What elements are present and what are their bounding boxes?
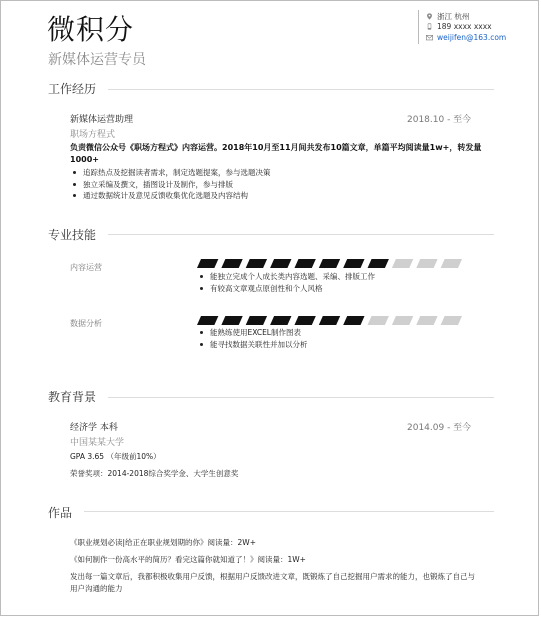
location-icon [426,13,433,20]
section-title-works: 作品 [48,506,73,520]
skill-bullets [197,271,375,294]
skill-segment-filled [319,259,340,268]
skill-segment-filled [343,316,364,325]
education-gpa: GPA 3.65 （年级前10%） [70,452,161,461]
skill-segment-empty [416,259,437,268]
work-sample: 《如何制作一份高水平的简历？看完这篇你就知道了！》阅读量：1W+ [70,555,306,564]
list-item: 能熟练使用EXCEL制作图表 [197,327,308,339]
skill-segment-empty [392,259,413,268]
skill-segment-filled [197,316,218,325]
skill-segment-filled [343,259,364,268]
contact-location [426,11,469,22]
contact-email[interactable] [426,33,506,42]
list-item: 追踪热点及挖掘读者需求，制定选题提案，参与选题决策 [70,167,271,179]
section-title-education: 教育背景 [48,390,97,404]
skill-segment-filled [270,316,291,325]
contact-phone [426,22,492,31]
job-company: 职场方程式 [70,130,116,140]
skill-segment-filled [368,259,389,268]
contact-divider [418,10,419,44]
contact-phone-text: 189 xxxx xxxx [437,22,492,31]
section-title-work: 工作经历 [48,82,97,96]
education-date: 2014.09 - 至今 [407,423,472,433]
job-date: 2018.10 - 至今 [407,115,472,125]
skill-segment-filled [246,259,267,268]
skill-segment-filled [294,316,315,325]
skill-segment-filled [319,316,340,325]
education-awards: 荣誉奖项：2014-2018综合奖学金、大学生创意奖 [70,469,239,478]
skill-segment-filled [246,316,267,325]
section-divider [108,234,494,235]
skill-segment-empty [416,316,437,325]
skill-segment-filled [221,316,242,325]
email-link[interactable]: weijifen@163.com [437,33,507,42]
list-item: 能独立完成个人成长类内容选题、采编、排版工作 [197,271,375,283]
skill-segment-empty [441,316,462,325]
skill-level-bar [197,316,462,325]
skill-segment-filled [270,259,291,268]
list-item: 有较高文章观点原创性和个人风格 [197,283,375,295]
skill-segment-empty [392,316,413,325]
contact-location-text: 浙江 杭州 [437,12,470,21]
section-divider [108,397,494,398]
list-item: 通过数据统计及意见反馈收集优化选题及内容结构 [70,190,271,202]
candidate-name: 微积分 [47,13,135,46]
skill-segment-filled [221,259,242,268]
skill-label: 内容运营 [70,263,102,272]
work-sample: 《职业规划必读|给正在职业规划期的你》阅读量：2W+ [70,538,256,547]
mail-icon [426,34,433,41]
list-item: 能寻找数据关联性并加以分析 [197,339,308,351]
skill-bullets [197,327,308,350]
works-description: 发出每一篇文章后，我都积极收集用户反馈，根据用户反馈改进文章，既锻炼了自己挖掘用户需求的能力，也锻炼了自己与用户沟通的能力 [70,572,475,593]
skill-segment-filled [294,259,315,268]
phone-icon [426,23,433,30]
skill-segment-empty [368,316,389,325]
job-bullets [70,167,271,202]
job-objective: 新媒体运营专员 [48,52,146,68]
job-summary: 负责微信公众号《职场方程式》内容运营。2018年10月至11月间共发布10篇文章，单篇平均阅读量1w+，转发量1000+ [70,143,482,164]
section-divider [108,89,494,90]
skill-segment-filled [197,259,218,268]
list-item: 独立采编及撰文，插图设计及制作，参与排版 [70,179,271,191]
section-divider [84,511,494,512]
education-school: 中国某某大学 [70,438,125,448]
job-role: 新媒体运营助理 [70,115,134,125]
section-title-skills: 专业技能 [48,228,97,242]
skill-segment-empty [441,259,462,268]
skill-label: 数据分析 [70,319,102,328]
skill-level-bar [197,259,462,268]
education-degree: 经济学 本科 [70,423,118,433]
